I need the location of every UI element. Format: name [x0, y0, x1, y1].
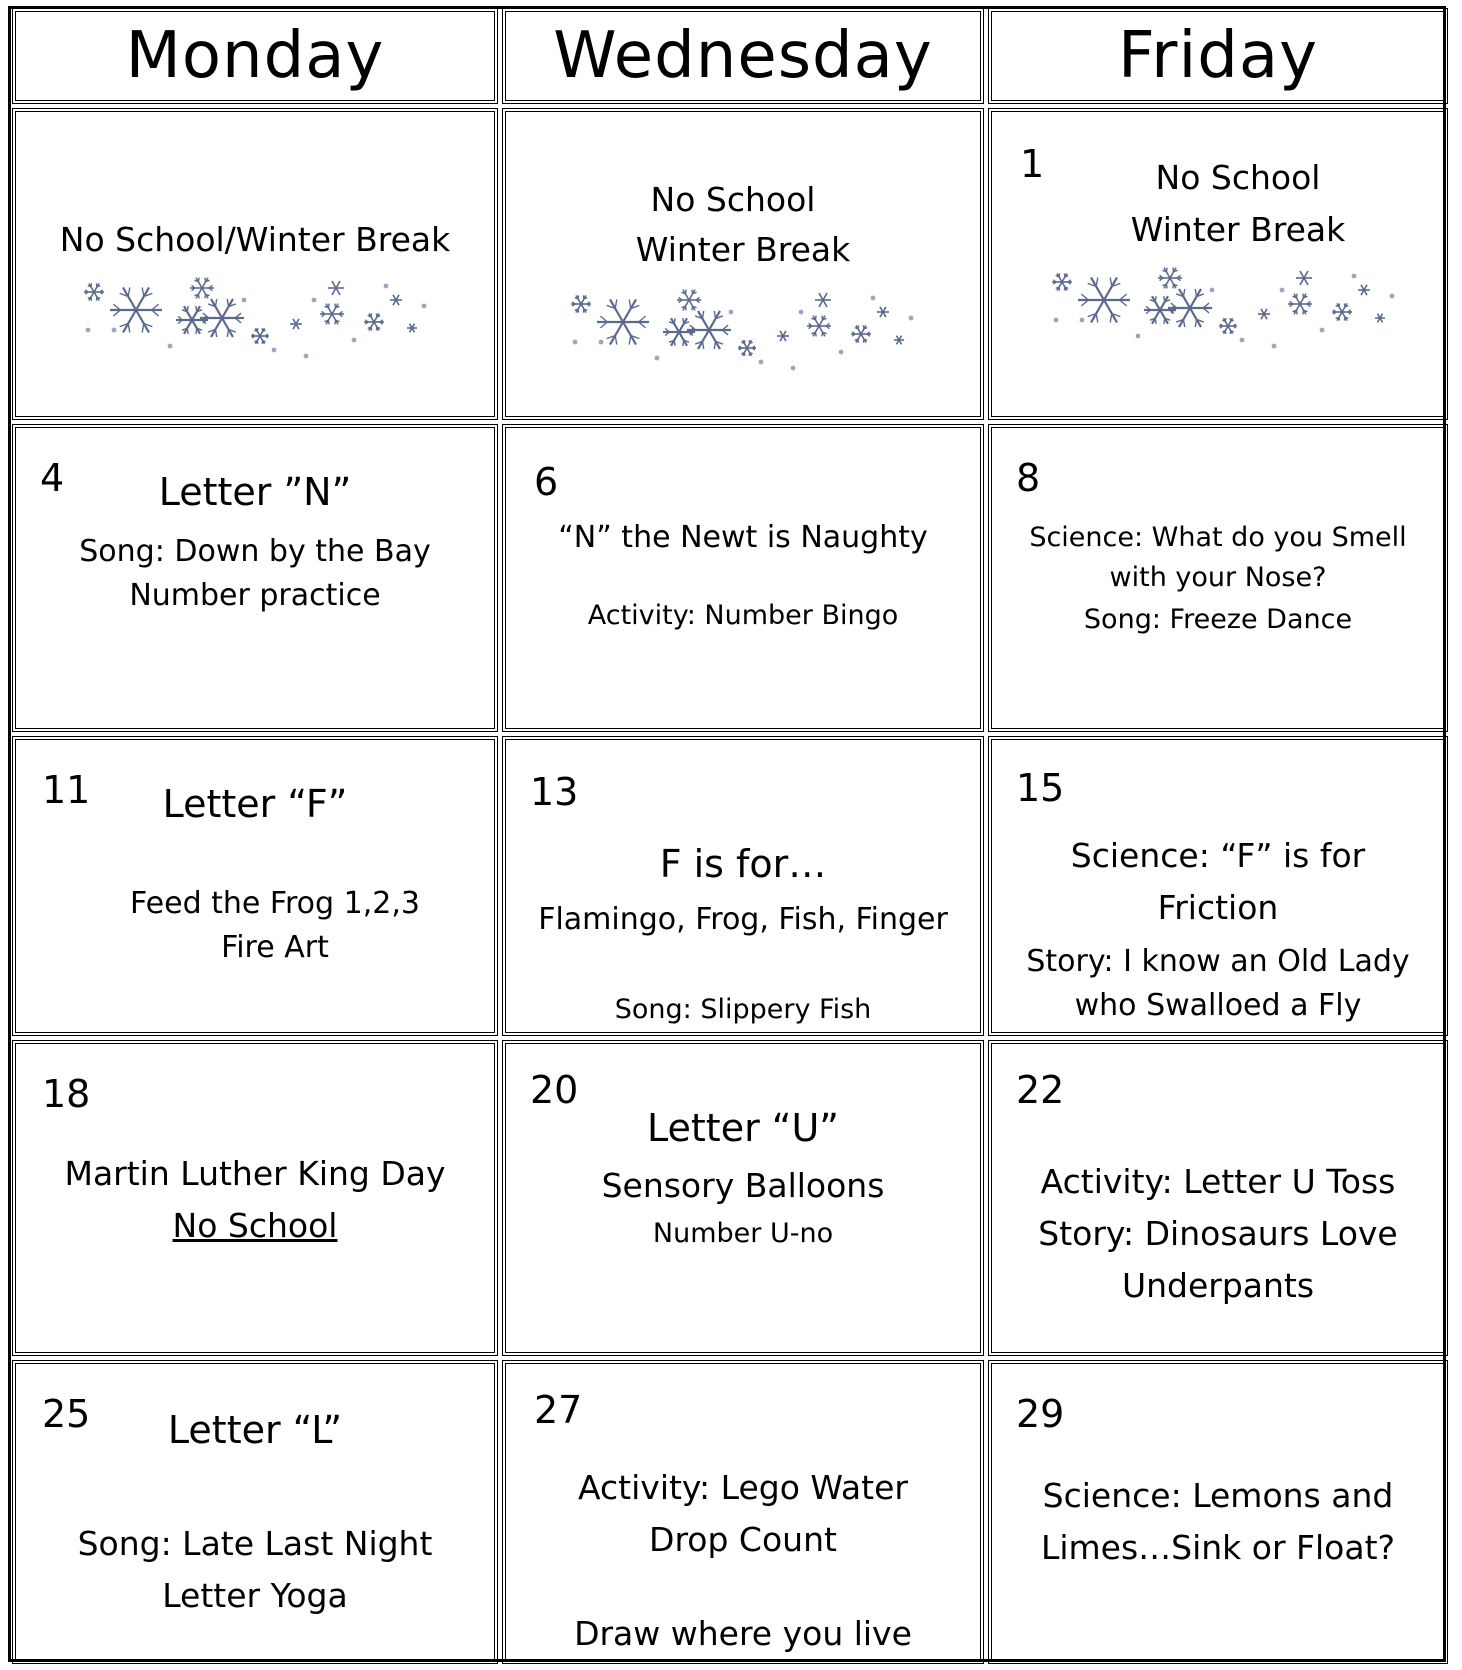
week1-fri-line1: No School	[1155, 158, 1321, 197]
cell-week5-wednesday	[502, 1360, 984, 1664]
week4-wed-title: Letter “U”	[647, 1106, 839, 1150]
header-friday	[988, 8, 1448, 104]
snowflake-border-icon	[1042, 260, 1412, 360]
cell-week5-monday	[12, 1360, 498, 1664]
header-monday	[12, 8, 498, 104]
cell-week2-friday	[988, 424, 1448, 732]
week5-wed-line2: Drop Count	[649, 1520, 837, 1559]
snowflake-border-icon	[561, 282, 931, 382]
week4-fri-day: 22	[1016, 1068, 1065, 1112]
week1-wed-line1: No School	[650, 180, 816, 219]
week1-wed-line2: Winter Break	[635, 230, 851, 269]
week3-wed-line1: Flamingo, Frog, Fish, Finger	[538, 902, 948, 937]
week2-mon-title: Letter ”N”	[158, 470, 352, 514]
cell-week2-monday	[12, 424, 498, 732]
week2-fri-line3: Song: Freeze Dance	[1083, 604, 1353, 635]
week5-fri-day: 29	[1016, 1392, 1065, 1436]
week2-mon-line1: Song: Down by the Bay	[79, 534, 431, 569]
week3-fri-title1: Science: “F” is for	[1070, 836, 1366, 875]
cell-week1-friday	[988, 108, 1448, 420]
week5-mon-line2: Letter Yoga	[162, 1576, 348, 1615]
cell-week1-wednesday	[502, 108, 984, 420]
week2-wed-line2: Activity: Number Bingo	[587, 600, 899, 631]
week4-wed-line2: Number U-no	[652, 1218, 834, 1249]
week5-fri-line2: Limes…Sink or Float?	[1040, 1528, 1396, 1567]
header-friday-label: Friday	[1118, 19, 1318, 93]
cell-week3-monday	[12, 736, 498, 1036]
week2-wed-day: 6	[534, 460, 559, 504]
week3-mon-day: 11	[42, 768, 91, 812]
cell-week5-friday	[988, 1360, 1448, 1664]
snowflake-border-icon	[74, 270, 444, 370]
week5-fri-line1: Science: Lemons and	[1042, 1476, 1394, 1515]
week3-wed-title: F is for…	[659, 842, 827, 886]
week3-fri-day: 15	[1016, 766, 1065, 810]
week3-wed-day: 13	[530, 770, 579, 814]
week2-fri-line1: Science: What do you Smell	[1029, 522, 1407, 553]
week2-fri-line2: with your Nose?	[1109, 562, 1327, 593]
week5-mon-day: 25	[42, 1392, 91, 1436]
week5-wed-line3: Draw where you live	[574, 1614, 912, 1653]
week5-wed-line1: Activity: Lego Water	[578, 1468, 908, 1507]
week4-fri-line3: Underpants	[1121, 1266, 1315, 1305]
header-wednesday	[502, 8, 984, 104]
week4-mon-line1: Martin Luther King Day	[64, 1154, 446, 1193]
week1-fri-line2: Winter Break	[1130, 210, 1346, 249]
week4-wed-line1: Sensory Balloons	[601, 1166, 885, 1205]
week3-fri-title2: Friction	[1157, 888, 1279, 927]
cell-week3-friday	[988, 736, 1448, 1036]
cell-week4-friday	[988, 1040, 1448, 1356]
week5-wed-day: 27	[534, 1388, 583, 1432]
week1-fri-day: 1	[1020, 142, 1045, 186]
week4-fri-line2: Story: Dinosaurs Love	[1038, 1214, 1398, 1253]
week3-fri-line1: Story: I know an Old Lady	[1026, 944, 1410, 979]
week3-mon-title: Letter “F”	[162, 782, 348, 826]
cell-week4-monday	[12, 1040, 498, 1356]
week2-wed-line1: “N” the Newt is Naughty	[558, 520, 928, 555]
cell-week4-wednesday	[502, 1040, 984, 1356]
week3-mon-line2: Fire Art	[221, 930, 329, 965]
cell-week2-wednesday	[502, 424, 984, 732]
week3-wed-line2: Song: Slippery Fish	[614, 994, 872, 1025]
week5-mon-title: Letter “L”	[167, 1408, 343, 1452]
week2-mon-day: 4	[40, 456, 65, 500]
week2-fri-day: 8	[1016, 456, 1041, 500]
week4-mon-line2: No School	[172, 1206, 338, 1245]
cell-week1-monday	[12, 108, 498, 420]
header-monday-label: Monday	[125, 19, 385, 93]
week4-mon-day: 18	[42, 1072, 91, 1116]
week3-mon-line1: Feed the Frog 1,2,3	[130, 886, 420, 921]
week5-mon-line1: Song: Late Last Night	[77, 1524, 433, 1563]
cell-week3-wednesday	[502, 736, 984, 1036]
week2-mon-line2: Number practice	[129, 578, 381, 613]
header-wednesday-label: Wednesday	[553, 19, 933, 93]
week4-fri-line1: Activity: Letter U Toss	[1040, 1162, 1396, 1201]
week4-wed-day: 20	[530, 1068, 579, 1112]
week3-fri-line2: who Swalloed a Fly	[1074, 988, 1362, 1023]
week1-mon-line1: No School/Winter Break	[59, 220, 451, 259]
